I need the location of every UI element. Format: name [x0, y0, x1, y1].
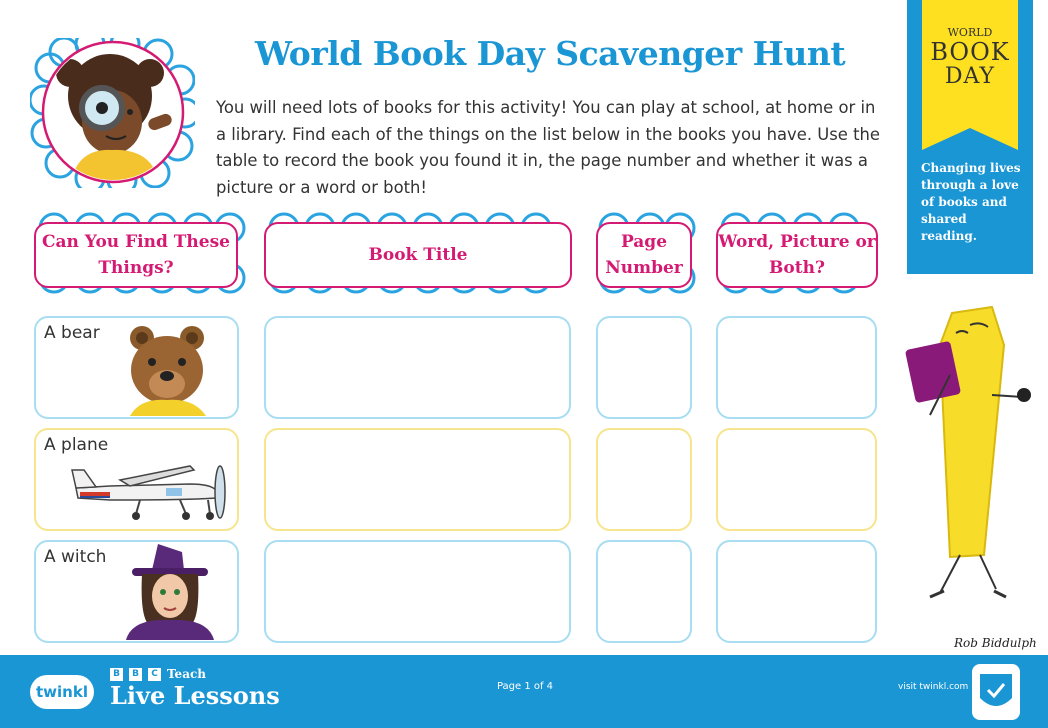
- item-cell-plane: [34, 428, 239, 531]
- page-title: World Book Day Scavenger Hunt: [254, 34, 846, 73]
- logo-book-text: BOOK: [930, 38, 1010, 66]
- bbc-letter: B: [129, 668, 142, 681]
- visit-link[interactable]: visit twinkl.com: [898, 682, 969, 692]
- item-cell-bear: [34, 316, 239, 419]
- item-cell-witch: [34, 540, 239, 643]
- badge-shield-icon: [972, 664, 1020, 720]
- book-title-input-bear[interactable]: [264, 316, 571, 419]
- word-picture-input-bear[interactable]: [716, 316, 877, 419]
- header-book-title: Book Title: [264, 222, 572, 288]
- item-label: A plane: [44, 435, 109, 455]
- header-can-you-find: Can You Find These Things?: [34, 222, 238, 288]
- page-indicator: Page 1 of 4: [496, 681, 554, 692]
- header-word-picture-both: Word, Picture or Both?: [716, 222, 878, 288]
- logo-world-text: WORLD: [947, 26, 993, 39]
- world-book-day-logo: [922, 0, 1018, 150]
- header-page-number: Page Number: [596, 222, 692, 288]
- quality-badge-icon: [972, 664, 1020, 720]
- bbc-letter: C: [148, 668, 161, 681]
- world-book-day-banner: [907, 0, 1033, 274]
- footer-bar: [0, 655, 1048, 728]
- witch-icon: [122, 544, 218, 640]
- page-number-input-bear[interactable]: [596, 316, 692, 419]
- bear-icon: [120, 322, 216, 416]
- item-label: A witch: [44, 547, 107, 567]
- teach-label: Teach: [167, 667, 206, 681]
- page-number-input-witch[interactable]: [596, 540, 692, 643]
- item-label: A bear: [44, 323, 100, 343]
- illustrator-credit: Rob Biddulph: [954, 636, 1037, 650]
- book-title-input-plane[interactable]: [264, 428, 571, 531]
- logo-day-text: DAY: [944, 64, 996, 89]
- girl-magnifying-glass-avatar: [30, 38, 195, 188]
- book-title-input-witch[interactable]: [264, 540, 571, 643]
- pencil-character-illustration: [900, 305, 1040, 625]
- twinkl-logo[interactable]: twinkl: [30, 675, 94, 709]
- word-picture-input-witch[interactable]: [716, 540, 877, 643]
- bbc-teach-logo: [110, 667, 206, 681]
- intro-paragraph: You will need lots of books for this activity! You can play at school, at home or in a library. Find each of the things on the list below in the books you have. Use the table to record the book you found it in, the page number and whether it was a picture or a word or both!: [216, 98, 880, 197]
- bbc-letter: B: [110, 668, 123, 681]
- live-lessons-label: Live Lessons: [110, 681, 280, 710]
- plane-icon: [70, 460, 230, 524]
- word-picture-input-plane[interactable]: [716, 428, 877, 531]
- page-number-input-plane[interactable]: [596, 428, 692, 531]
- tagline: Changing lives through a love of books and shared reading.: [921, 161, 1021, 243]
